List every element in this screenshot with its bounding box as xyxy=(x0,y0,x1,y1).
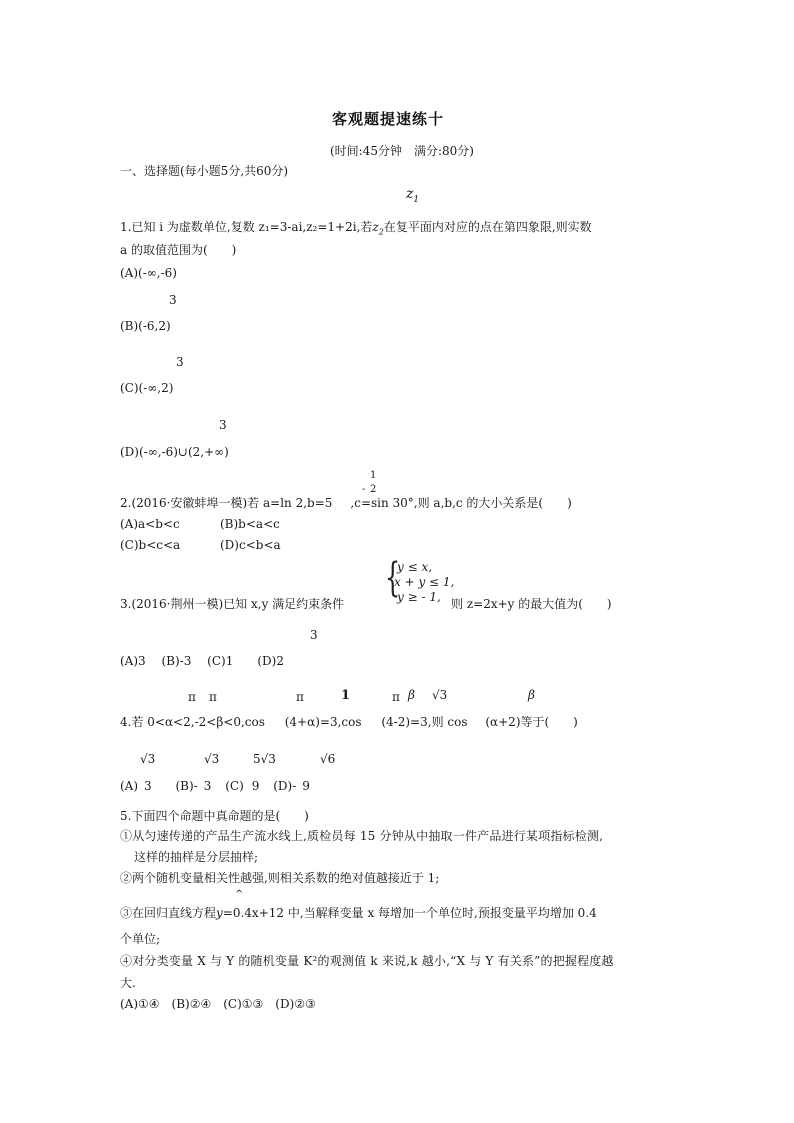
q1-c-pre: (C)(-∞, xyxy=(120,381,162,395)
q1-c-numerator: 3 xyxy=(176,355,184,369)
q4-seg4c: +α)= xyxy=(297,715,330,729)
q1-d-denominator: 2 xyxy=(192,445,201,459)
q4-den-1: 2 xyxy=(183,715,191,729)
q5-p3-y: y xyxy=(216,906,223,920)
q5-hat: ^ xyxy=(235,889,244,900)
q5-proposition-4b: 大. xyxy=(120,976,136,990)
q5-proposition-2: ②两个随机变量相关性越强,则相关系数的绝对值越接近于 1; xyxy=(120,871,440,885)
q2-option-d: (D)c<b<a xyxy=(220,538,281,552)
q4-den-sqrt3: 3 xyxy=(420,715,428,729)
q1-option-d xyxy=(120,444,229,460)
q1-num-sub: 1 xyxy=(413,194,420,205)
q1-b-numerator: 3 xyxy=(169,293,177,307)
q1-option-b xyxy=(120,318,171,334)
q1-option-c xyxy=(120,380,173,396)
q1-line1 xyxy=(120,219,592,240)
q4-options xyxy=(120,778,310,794)
q5-proposition-4a: ④对分类变量 X 与 Y 的随机变量 K²的观测值 k 来说,k 越小,“X 与 Y 有关系”的把握程度越 xyxy=(120,954,614,968)
q3-stem-post: 则 z=2x+y 的最大值为( ) xyxy=(451,597,612,611)
q3-constraint-2: x + y ≤ 1, xyxy=(394,575,455,589)
q5-proposition-3b: 个单位; xyxy=(120,932,161,946)
q3-stem-pre: 3.(2016·荆州一模)已知 x,y 满足约束条件 xyxy=(120,597,345,611)
q4-c-denominator: 9 xyxy=(251,779,260,793)
q3-constraint-3: y ≥ - 1, xyxy=(397,590,441,604)
q1-text-a: 1.已知 i 为虚数单位,复数 z₁=3-ai,z₂=1+2i,若 xyxy=(120,220,373,234)
q4-c-numerator: 5√3 xyxy=(253,752,276,766)
q4-option-d-label: (D)- xyxy=(273,779,297,793)
q1-b-post: ) xyxy=(166,319,171,333)
section-heading: 一、选择题(每小题5分,共60分) xyxy=(120,164,289,178)
q1-d-post: ,+∞) xyxy=(200,445,229,459)
q4-seg7: ,则 cos xyxy=(427,715,468,729)
q4-option-a-label: (A) xyxy=(120,779,139,793)
q4-den-beta: 2 xyxy=(397,715,406,729)
q2-text-post: ,c=sin 30°,则 a,b,c 的大小关系是( ) xyxy=(350,496,572,510)
q1-text-b: 在复平面内对应的点在第四象限,则实数 xyxy=(383,220,592,234)
q5-stem: 5.下面四个命题中真命题的是( ) xyxy=(120,809,309,823)
q4-d-numerator: √6 xyxy=(320,752,336,766)
q4-option-b-label: (B)- xyxy=(175,779,198,793)
q2-exp-denominator: 2 xyxy=(370,484,377,495)
q1-d-pre: (D)(-∞,-6)∪( xyxy=(120,445,193,459)
q4-stem xyxy=(120,714,578,730)
q4-den-beta-2: 2 xyxy=(508,715,516,729)
q1-d-numerator: 3 xyxy=(219,418,227,432)
q4-one: 1 xyxy=(341,688,351,703)
q1-b-denominator: 2 xyxy=(158,319,167,333)
q5-p3-post: =0.4x+12 中,当解释变量 x 每增加一个单位时,预报变量平均增加 0.4 xyxy=(222,906,597,920)
q4-seg4: ( xyxy=(284,715,290,729)
q5-options: (A)①④ (B)②④ (C)①③ (D)②③ xyxy=(120,997,316,1011)
q3-d-numerator: 3 xyxy=(310,628,318,642)
q2-exp-minus: - xyxy=(362,484,366,495)
q3-constraint-1: y ≤ x, xyxy=(397,560,433,574)
q1-c-post: ) xyxy=(168,381,174,395)
q1-b-pre: (B)(-6, xyxy=(120,319,159,333)
q4-beta-2: β xyxy=(528,688,535,702)
q4-seg2: ,- xyxy=(190,715,199,729)
q1-frac-denominator xyxy=(372,220,384,237)
q3-brace: { xyxy=(385,555,401,601)
q4-den-2: 2 xyxy=(198,715,207,729)
q4-b-numerator: √3 xyxy=(204,752,220,766)
q5-proposition-1a: ①从匀速传递的产品生产流水线上,质检员每 15 分钟从中抽取一件产品进行某项指标检测, xyxy=(120,829,604,843)
q1-den-var: z xyxy=(372,220,379,234)
q4-pi-2: π xyxy=(209,690,217,704)
q4-pi-3: π xyxy=(296,690,304,704)
page-title: 客观题提速练十 xyxy=(332,110,445,128)
q1-den-sub: 2 xyxy=(378,227,384,237)
q4-d-denominator: 9 xyxy=(302,779,310,793)
q4-seg8c: )等于( ) xyxy=(515,715,578,729)
q4-pi-4: π xyxy=(392,690,400,704)
q4-a-numerator: √3 xyxy=(140,752,156,766)
q5-proposition-1b: 这样的抽样是分层抽样; xyxy=(134,850,259,864)
q4-option-c-label: (C) xyxy=(225,779,244,793)
q4-pi-1: π xyxy=(188,690,196,704)
q2-option-a: (A)a<b<c xyxy=(120,517,180,531)
q5-proposition-3a xyxy=(120,905,597,921)
q3-options-text: (A)3 (B)-3 (C)1 (D) xyxy=(120,654,277,668)
q4-seg6c: - xyxy=(393,715,398,729)
q4-sqrt3-top: √3 xyxy=(432,688,448,702)
q4-a-denominator: 3 xyxy=(144,779,152,793)
q2-option-c: (C)b<c<a xyxy=(120,538,181,552)
q4-den-4: 4 xyxy=(386,715,394,729)
q3-d-denominator: 2 xyxy=(276,654,284,668)
q2-text-pre: 2.(2016·安徽蚌埠一模)若 a=ln 2,b=5 xyxy=(120,496,333,510)
q2-stem xyxy=(120,495,572,511)
q4-den-3: 4 xyxy=(289,715,298,729)
q4-seg3: <β<0,cos xyxy=(206,715,265,729)
q2-exp-numerator: 1 xyxy=(370,470,377,481)
q1-c-denominator: 2 xyxy=(161,381,169,395)
q4-den-one: 3 xyxy=(329,715,338,729)
q4-seg6: ( xyxy=(381,715,387,729)
q3-options xyxy=(120,653,284,669)
q4-seg1: 4.若 0<α< xyxy=(120,715,184,729)
q4-seg5: ,cos xyxy=(337,715,362,729)
q2-option-b: (B)b<a<c xyxy=(220,517,280,531)
q1-frac-numerator xyxy=(406,186,419,205)
q4-seg6e: )= xyxy=(405,715,421,729)
q1-line2: a 的取值范围为( ) xyxy=(120,243,237,257)
q1-num-var: z xyxy=(406,186,414,202)
q4-beta-1: β xyxy=(408,688,415,702)
q5-p3-pre: ③在回归直线方程 xyxy=(120,906,217,920)
q1-option-a: (A)(-∞,-6) xyxy=(120,266,177,280)
q4-b-denominator: 3 xyxy=(203,779,212,793)
time-score-note: (时间:45分钟 满分:80分) xyxy=(330,144,474,158)
q4-seg8: (α+ xyxy=(485,715,509,729)
